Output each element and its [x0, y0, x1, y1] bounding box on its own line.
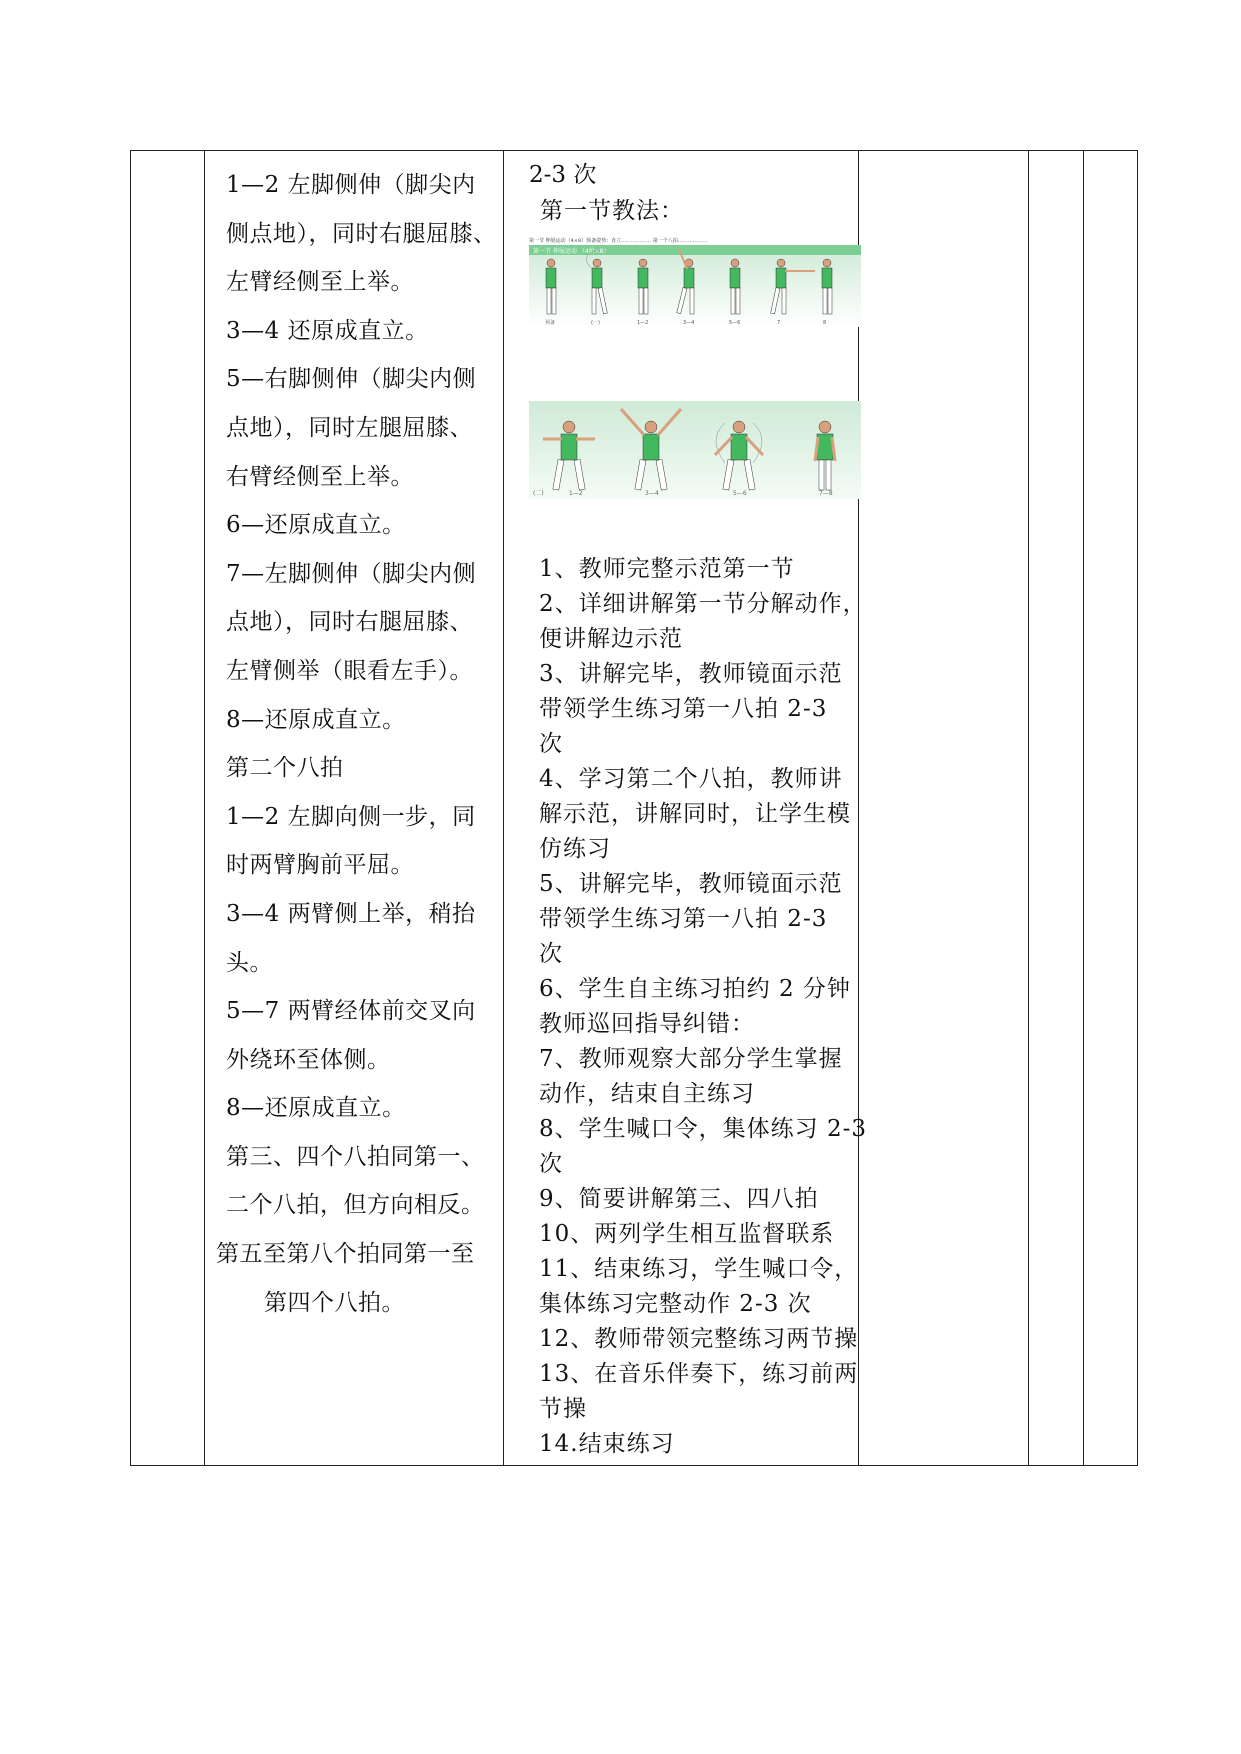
- column-divider: [204, 151, 205, 1465]
- teaching-step: 5、讲解完毕，教师镜面示范: [539, 871, 843, 897]
- teaching-step: 解示范，讲解同时，让学生模: [539, 801, 851, 827]
- teaching-method-heading: 第一节教法：: [540, 198, 684, 224]
- teaching-step: 11、结束练习，学生喊口令，: [539, 1256, 859, 1282]
- teaching-step: 9、简要讲解第三、四八拍: [539, 1186, 819, 1212]
- figure-1-label: 8: [823, 320, 827, 326]
- column-divider: [1083, 151, 1084, 1465]
- teaching-step: 7、教师观察大部分学生掌握: [539, 1046, 843, 1072]
- description-line: 第三、四个八拍同第一、: [226, 1143, 485, 1170]
- teaching-step: 10、两列学生相互监督联系: [539, 1221, 835, 1247]
- figure-1-label: 1—2: [637, 320, 649, 326]
- teaching-step: 便讲解边示范: [539, 626, 683, 652]
- description-line: 3—4 两臂侧上举，稍抬: [226, 900, 476, 927]
- teaching-step: 动作，结束自主练习: [539, 1081, 755, 1107]
- description-line: 第四个八拍。: [264, 1289, 405, 1316]
- figure-2-label: 3—4: [645, 490, 659, 497]
- teaching-step: 次: [539, 941, 563, 967]
- teaching-step: 3、讲解完毕，教师镜面示范: [539, 661, 843, 687]
- teaching-step: 12、教师带领完整练习两节操: [539, 1326, 859, 1352]
- teaching-step: 13、在音乐伴奏下，练习前两: [539, 1361, 859, 1387]
- figure-2-label: 5—6: [733, 490, 747, 497]
- lesson-table: [130, 150, 1138, 1466]
- figure-1-label: 5—6: [729, 320, 741, 326]
- description-line: 7—左脚侧伸（脚尖内侧: [226, 560, 477, 587]
- figure-2-illustration: [529, 401, 861, 499]
- figure-1-illustration: [529, 245, 861, 327]
- description-line: 点地），同时左腿屈膝、: [226, 414, 473, 441]
- figure-1-label: 3—4: [683, 320, 695, 326]
- teaching-step: 集体练习完整动作 2-3 次: [539, 1291, 812, 1317]
- teaching-step: 带领学生练习第一八拍 2-3: [539, 906, 828, 932]
- description-line: 左臂经侧至上举。: [226, 269, 414, 296]
- figure-caption: 第一节 伸展运动（4×8）预备姿势：直立……………… 第一个八拍………………: [529, 238, 708, 244]
- teaching-step: 2、详细讲解第一节分解动作，: [539, 591, 867, 617]
- teaching-step: 带领学生练习第一八拍 2-3: [539, 696, 828, 722]
- description-line: 8—还原成直立。: [226, 706, 406, 733]
- description-line: 头。: [226, 949, 273, 976]
- description-line: 1—2 左脚向侧一步，同: [226, 803, 476, 830]
- figure-2-label: 1—2: [569, 490, 583, 497]
- figure-1-label: (一): [591, 320, 600, 326]
- teaching-step: 教师巡回指导纠错：: [539, 1011, 755, 1037]
- description-line: 8—还原成直立。: [226, 1095, 406, 1122]
- figure-2-label: 7—8: [819, 490, 833, 497]
- teaching-step: 6、学生自主练习拍约 2 分钟: [539, 976, 851, 1002]
- teaching-step: 14.结束练习: [539, 1431, 675, 1457]
- figure-1-label: 7: [777, 320, 781, 326]
- description-line: 5—右脚侧伸（脚尖内侧: [226, 366, 477, 393]
- description-line: 1—2 左脚侧伸（脚尖内: [226, 172, 476, 198]
- teaching-step: 次: [539, 731, 563, 757]
- teaching-step: 4、学习第二个八拍，教师讲: [539, 766, 843, 792]
- exercise-figure-1: [529, 237, 861, 331]
- teaching-step: 8、学生喊口令，集体练习 2-3: [539, 1116, 867, 1142]
- figure-1-banner: 第一节 伸展运动 （4拍×8）: [533, 248, 610, 255]
- description-line: 第二个八拍: [226, 755, 344, 782]
- description-line: 第五至第八个拍同第一至: [216, 1241, 475, 1268]
- exercise-figure-2: [529, 401, 861, 503]
- description-line: 左臂侧举（眼看左手）。: [226, 657, 473, 684]
- teaching-step: 节操: [539, 1396, 587, 1422]
- repetition-note: 2-3 次: [529, 162, 597, 188]
- figure-1-label: 预备: [545, 320, 556, 326]
- description-line: 点地），同时右腿屈膝、: [226, 609, 473, 636]
- column-divider: [1028, 151, 1029, 1465]
- description-line: 右臂经侧至上举。: [226, 463, 414, 490]
- teaching-step: 仿练习: [539, 836, 611, 862]
- figure-2-label: (二): [533, 490, 544, 497]
- description-line: 6—还原成直立。: [226, 512, 406, 539]
- description-line: 5—7 两臂经体前交叉向: [226, 998, 476, 1025]
- description-line: 外绕环至体侧。: [226, 1046, 391, 1073]
- teaching-step: 次: [539, 1151, 563, 1177]
- teaching-step: 1、教师完整示范第一节: [539, 556, 795, 582]
- teaching-method-column: [516, 151, 867, 1457]
- teaching-steps-list: [539, 552, 869, 1462]
- description-line: 3—4 还原成直立。: [226, 317, 429, 344]
- description-line: 侧点地），同时右腿屈膝、: [226, 220, 497, 247]
- exercise-description-column: [216, 161, 506, 1327]
- description-line: 时两臂胸前平屈。: [226, 852, 414, 879]
- description-line: 二个八拍，但方向相反。: [226, 1192, 485, 1219]
